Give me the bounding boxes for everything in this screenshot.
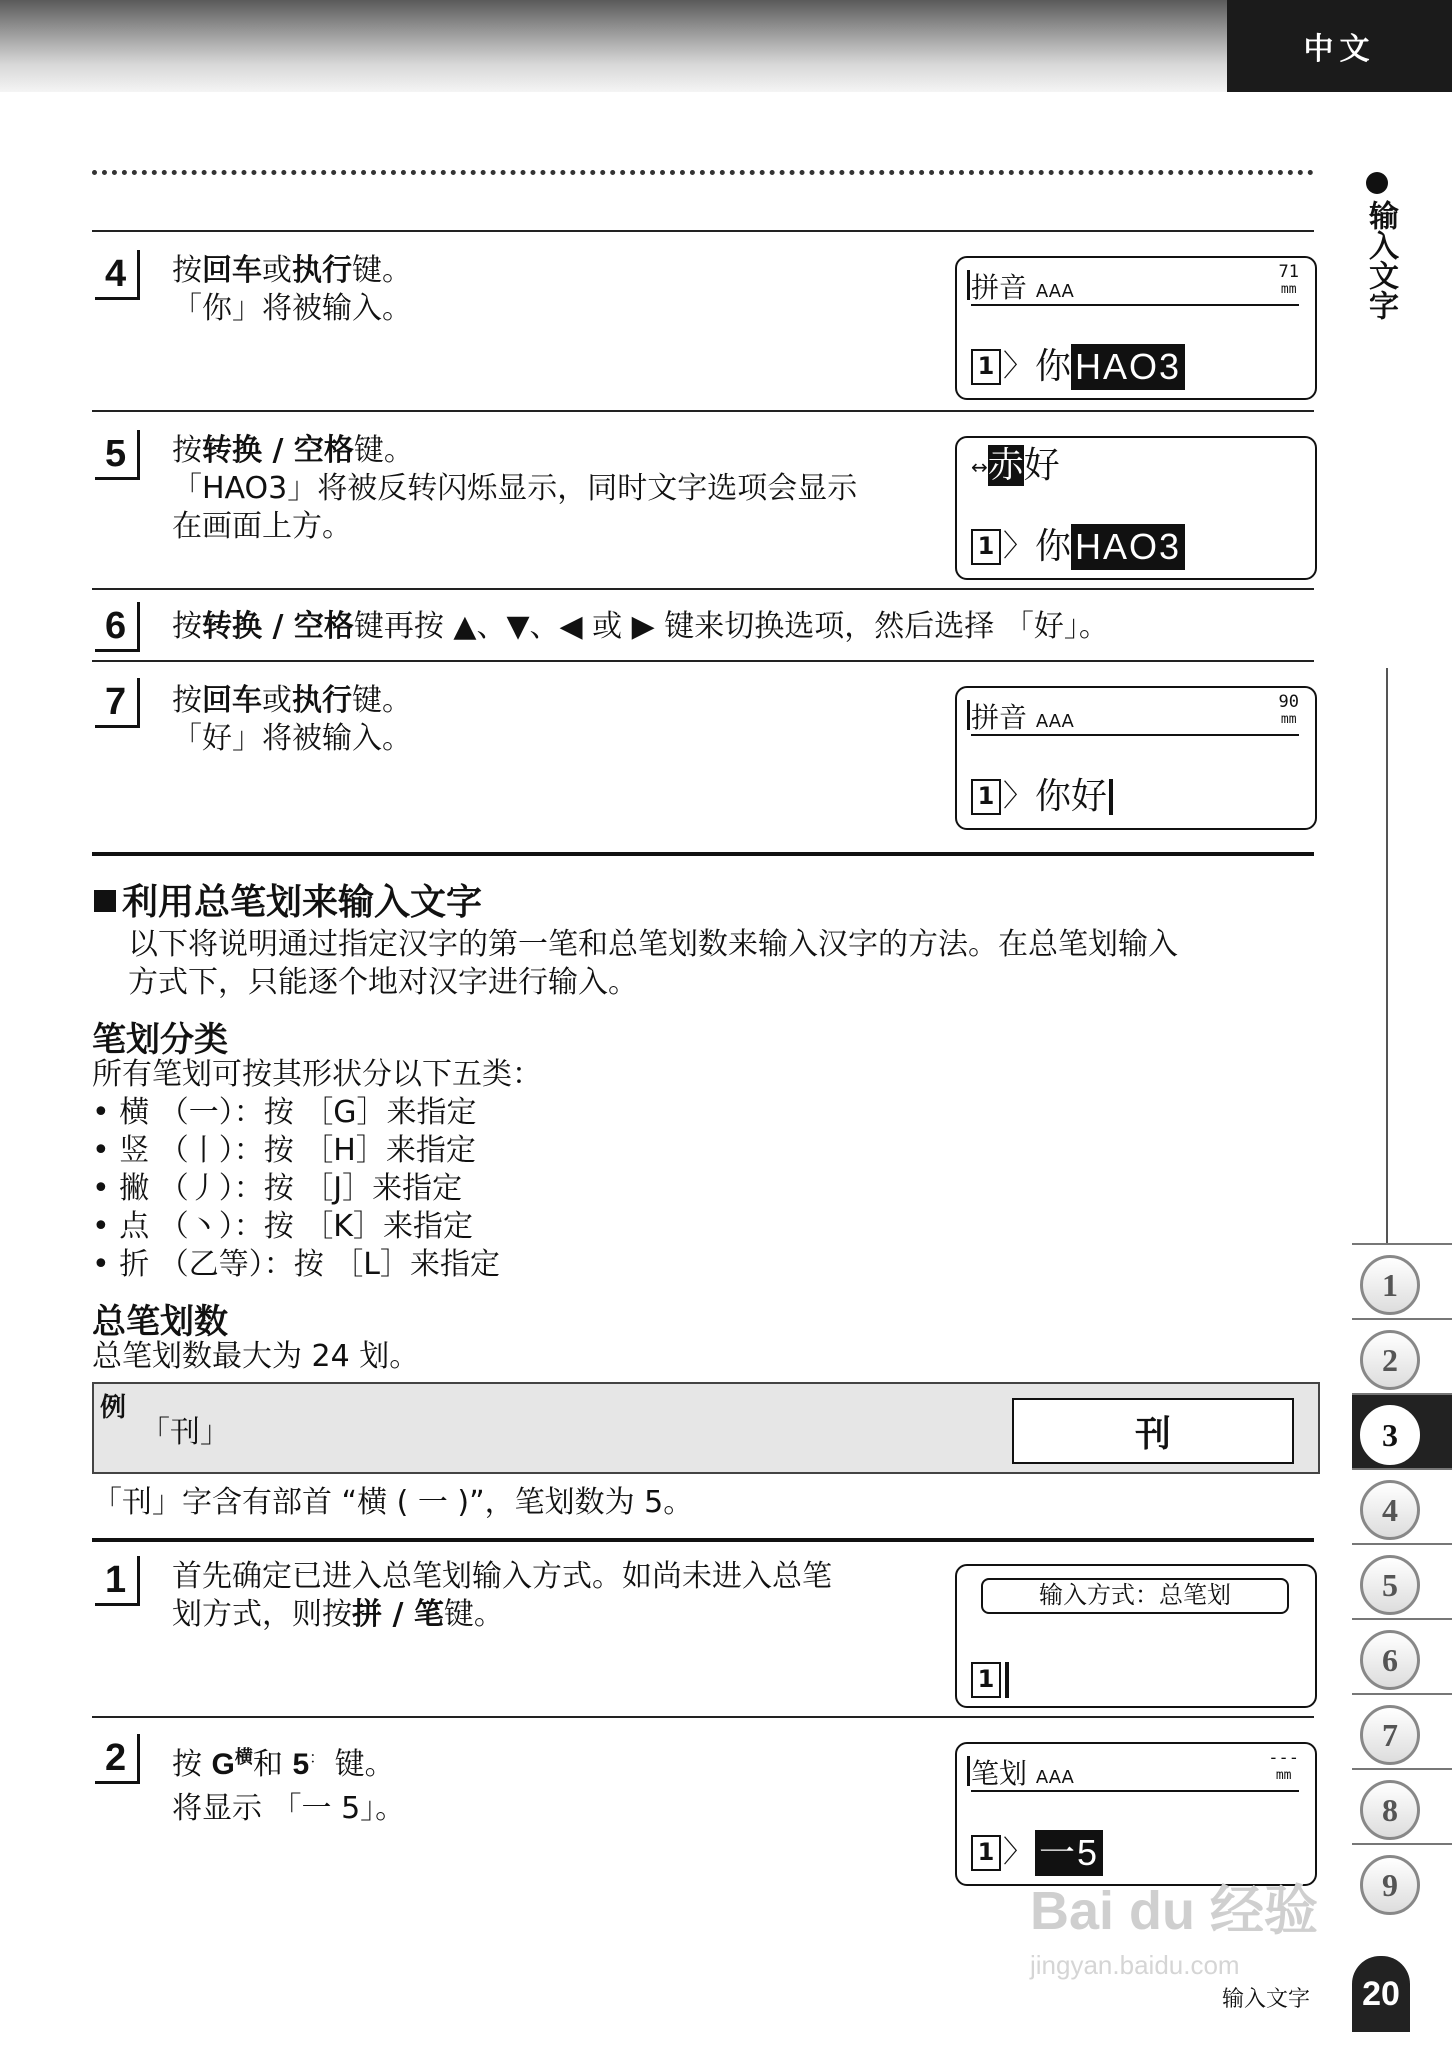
step-divider [92, 1538, 1314, 1542]
example-note: 「刊」字含有部首 “横 ( 一 )”，笔划数为 5。 [92, 1485, 694, 1520]
chapter-number: 6 [1360, 1630, 1420, 1690]
step-divider [92, 230, 1314, 232]
step-number: 1 [95, 1556, 140, 1606]
dotted-divider [92, 170, 1314, 175]
section-title: 利用总笔划来输入文字 [94, 874, 482, 925]
step-divider [92, 1716, 1314, 1718]
language-tab: 中文 [1227, 0, 1452, 92]
side-section-title: 输入文字 [1363, 200, 1398, 320]
stroke-item: • 点 （丶）：按 ［K］来指定 [92, 1209, 473, 1244]
stroke-intro: 所有笔划可按其形状分以下五类： [92, 1057, 542, 1092]
footer-label: 输入文字 [1222, 1987, 1311, 2012]
chapter-number: 5 [1360, 1555, 1420, 1615]
section-divider [92, 852, 1314, 856]
chapter-number: 2 [1360, 1330, 1420, 1390]
chapter-tab-1[interactable] [1352, 1243, 1452, 1319]
bottom-step-2-text: 按 $G^横$和 5： 键。 将显示 「一 5」。 [172, 1747, 406, 1826]
side-bullet-icon [1366, 172, 1388, 194]
example-glyph-box: 刊 [1012, 1398, 1294, 1464]
bottom-step-1-text: 首先确定已进入总笔划输入方式。如尚未进入总笔 划方式，则按拼 / 笔键。 [172, 1559, 832, 1632]
chapter-number: 8 [1360, 1780, 1420, 1840]
chapter-number: 1 [1360, 1255, 1420, 1315]
watermark: Bai du 经验 [1030, 1881, 1319, 1941]
step-number: 4 [95, 250, 140, 300]
chapter-tab-3[interactable] [1352, 1393, 1452, 1469]
chapter-number: 7 [1360, 1705, 1420, 1765]
watermark-url: jingyan.baidu.com [1030, 1950, 1240, 1980]
total-text: 总笔划数最大为 24 划。 [92, 1339, 420, 1374]
example-char: 「刊」 [140, 1415, 230, 1450]
chapter-tab-5[interactable] [1352, 1543, 1452, 1619]
lcd-screen-step-4: 拼音 AAA 71 mm 1 〉 你 HAO3 [955, 256, 1317, 400]
side-vertical-line [1386, 668, 1388, 1243]
stroke-heading: 笔划分类 [92, 1020, 228, 1060]
lcd-screen-step-5: ↔赤好 1 〉 你 HAO3 [955, 436, 1317, 580]
chapter-tab-9[interactable] [1352, 1843, 1452, 1919]
section-intro-line-1: 以下将说明通过指定汉字的第一笔和总笔划数来输入汉字的方法。在总笔划输入 [128, 927, 1178, 962]
stroke-item: • 折 （乙等）：按 ［L］来指定 [92, 1247, 501, 1282]
step-divider [92, 660, 1314, 662]
lcd-screen-bottom-step-1: 输入方式：总笔划 1 [955, 1564, 1317, 1708]
lcd-screen-step-7: 拼音 AAA 90 mm 1 〉 你好 [955, 686, 1317, 830]
stroke-item: • 撇 （丿）：按 ［J］来指定 [92, 1171, 463, 1206]
step-6-text: 按转换 / 空格键再按 ▲、▼、◀ 或 ▶ 键来切换选项，然后选择 「好」。 [172, 609, 1109, 644]
example-label: 例 [100, 1393, 127, 1423]
step-7-text: 按回车或执行键。 「好」将被输入。 [172, 683, 412, 756]
total-heading: 总笔划数 [92, 1302, 228, 1342]
chapter-tab-8[interactable] [1352, 1768, 1452, 1844]
chapter-tab-2[interactable] [1352, 1318, 1452, 1394]
step-divider [92, 410, 1314, 412]
chapter-number: 3 [1360, 1405, 1420, 1465]
chapter-tab-4[interactable] [1352, 1468, 1452, 1544]
step-number: 5 [95, 430, 140, 480]
lcd-screen-bottom-step-2: 笔划 AAA --- mm 1 〉 一5 [955, 1742, 1317, 1886]
step-divider [92, 588, 1314, 590]
step-number: 7 [95, 678, 140, 728]
stroke-item: • 竖 （丨）：按 ［H］来指定 [92, 1133, 476, 1168]
chapter-number: 4 [1360, 1480, 1420, 1540]
step-number: 2 [95, 1734, 140, 1784]
step-number: 6 [95, 602, 140, 652]
step-5-text: 按转换 / 空格键。 「HAO3」将被反转闪烁显示，同时文字选项会显示 在画面上方。 [172, 433, 858, 544]
chapter-tab-6[interactable] [1352, 1618, 1452, 1694]
page-number: 20 [1352, 1956, 1410, 2032]
chapter-tab-7[interactable] [1352, 1693, 1452, 1769]
chapter-number: 9 [1360, 1855, 1420, 1915]
stroke-item: • 横 （一）：按 ［G］来指定 [92, 1095, 477, 1130]
section-intro-line-2: 方式下，只能逐个地对汉字进行输入。 [128, 965, 638, 1000]
step-4-text: 按回车或执行键。 「你」将被输入。 [172, 253, 412, 326]
